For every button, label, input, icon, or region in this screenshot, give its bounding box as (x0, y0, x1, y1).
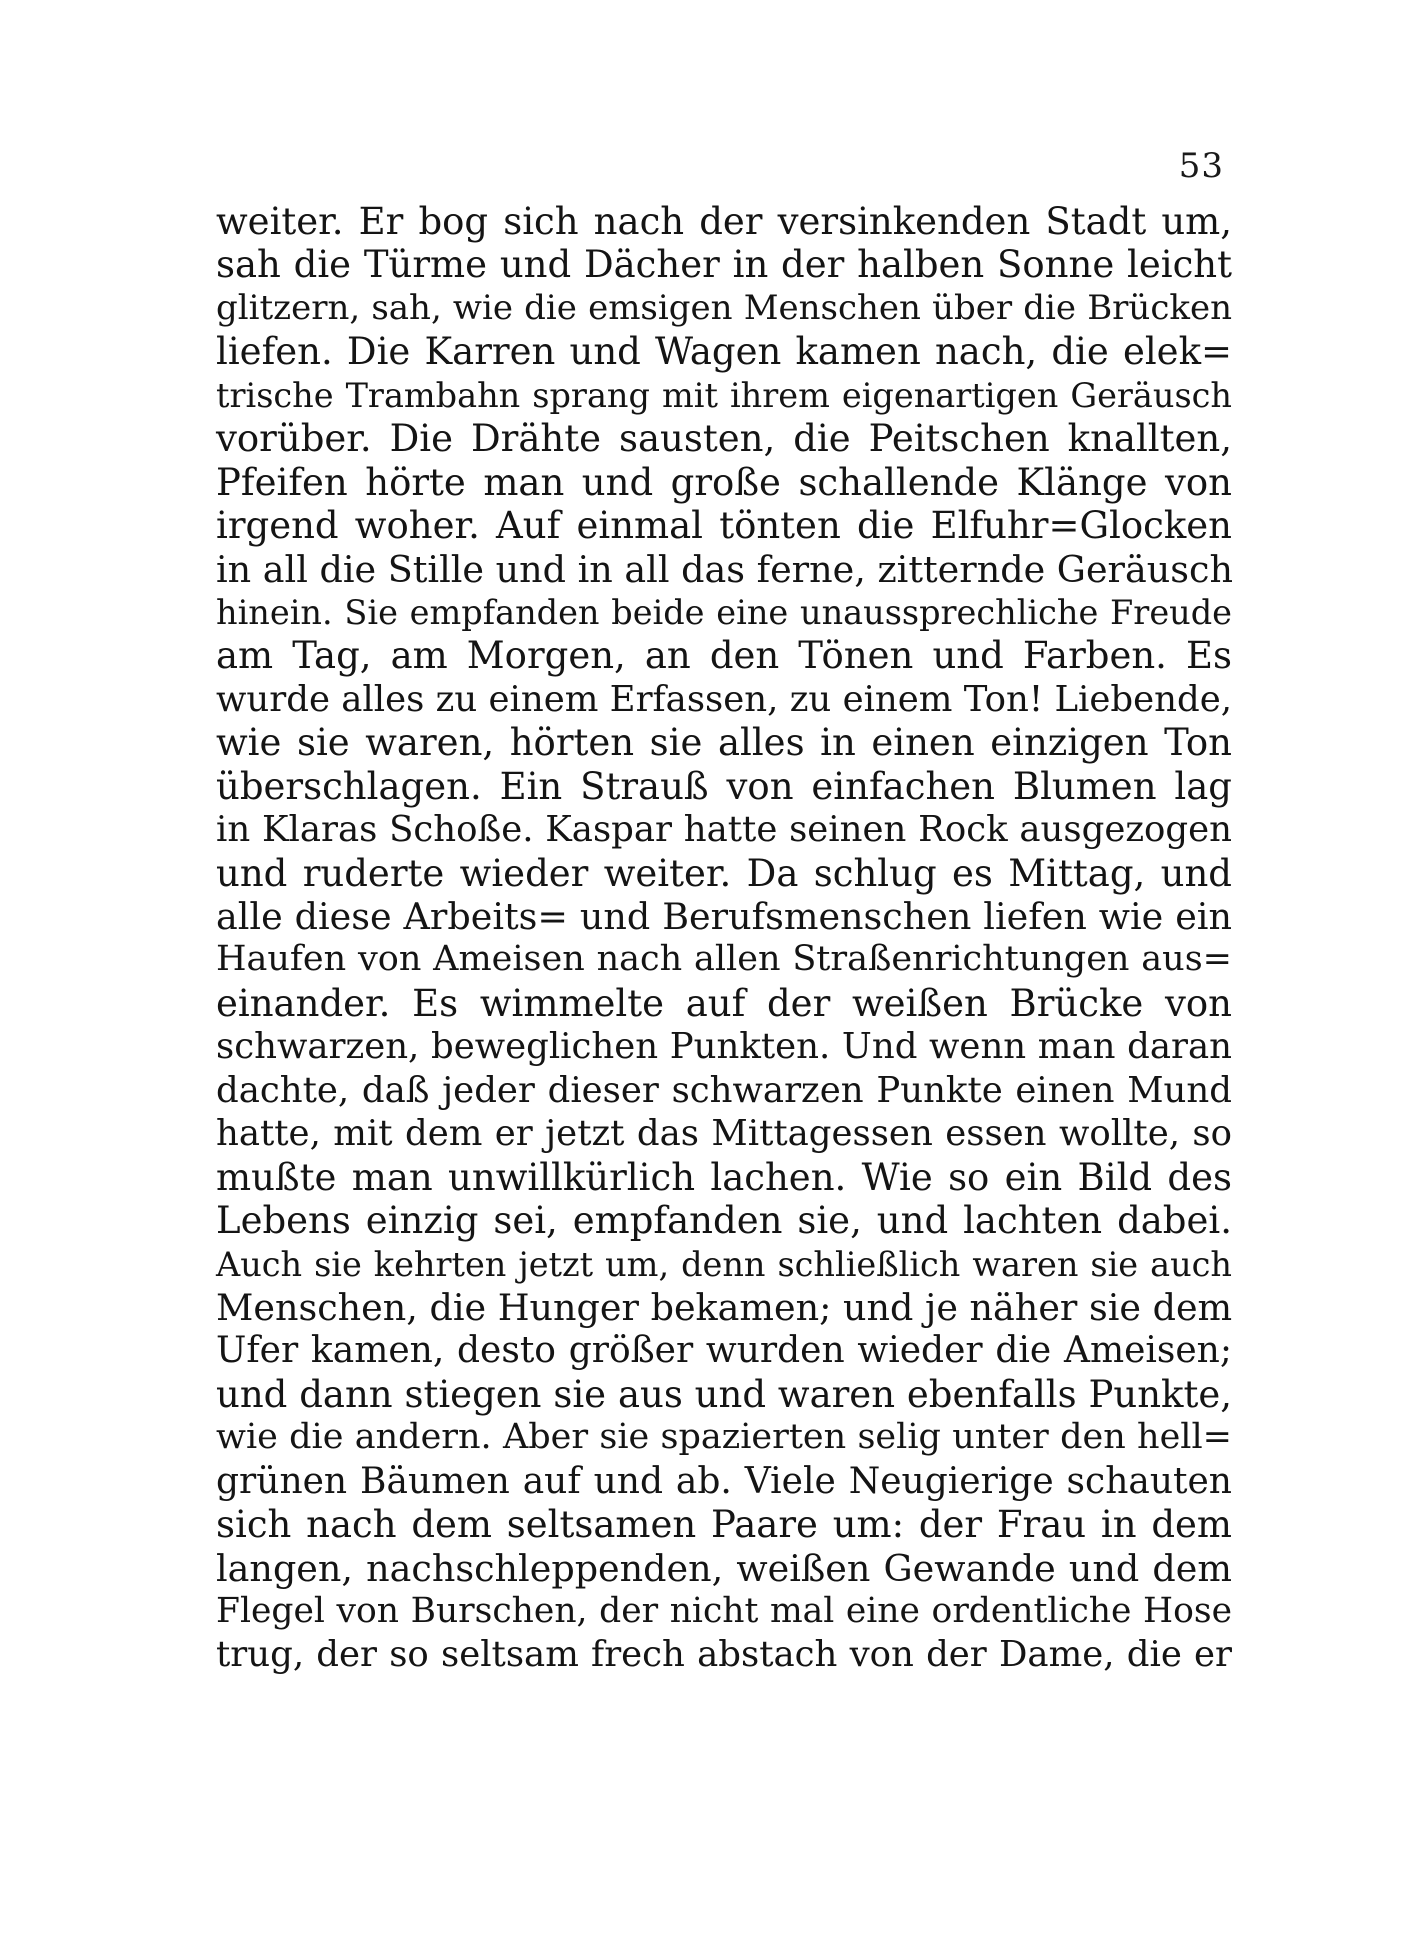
text-line: liefen. Die Karren und Wagen kamen nach, die elek= (216, 330, 1232, 374)
text-line: vorüber. Die Drähte sausten, die Peitschen knallten, (216, 417, 1232, 461)
text-line: am Tag, am Morgen, an den Tönen und Farben. Es (216, 634, 1232, 678)
text-line: in Klaras Schoße. Kaspar hatte seinen Rock ausgezogen (216, 809, 1232, 851)
text-line: wie die andern. Aber sie spazierten selig unter den hell= (216, 1417, 1232, 1458)
text-line: irgend woher. Auf einmal tönten die Elfuhr=Glocken (216, 504, 1232, 548)
text-line: langen, nachschleppenden, weißen Gewande und dem (216, 1546, 1232, 1590)
text-line: Auch sie kehrten jetzt um, denn schließlich waren sie auch (216, 1244, 1232, 1284)
text-line: alle diese Arbeits= und Berufsmenschen liefen wie ein (216, 895, 1232, 938)
text-line: überschlagen. Ein Strauß von einfachen Blumen lag (216, 764, 1232, 808)
text-line: einander. Es wimmelte auf der weißen Brücke von (216, 981, 1232, 1025)
text-line: schwarzen, beweglichen Punkten. Und wenn man daran (216, 1026, 1232, 1068)
text-line: Pfeifen hörte man und große schallende Klänge von (216, 460, 1232, 504)
text-line: grünen Bäumen auf und ab. Viele Neugierige schauten (216, 1460, 1232, 1502)
text-line: mußte man unwillkürlich lachen. Wie so ein Bild des (216, 1155, 1232, 1199)
text-line: trische Trambahn sprang mit ihrem eigenartigen Geräusch (216, 375, 1232, 415)
text-line: und ruderte wieder weiter. Da schlug es Mittag, und (216, 851, 1232, 895)
text-line: Haufen von Ameisen nach allen Straßenrichtungen aus= (216, 939, 1232, 980)
text-line: dachte, daß jeder dieser schwarzen Punkte einen Mund (216, 1069, 1232, 1111)
page-number: 53 (1178, 146, 1224, 186)
text-line: weiter. Er bog sich nach der versinkenden Stadt um, (216, 200, 1232, 243)
text-line: sah die Türme und Dächer in der halben Sonne leicht (216, 243, 1232, 287)
text-line: in all die Stille und in all das ferne, zitternde Geräusch (216, 547, 1233, 591)
text-line: wurde alles zu einem Erfassen, zu einem Ton! Liebende, (216, 678, 1233, 720)
text-line: sich nach dem seltsamen Paare um: der Frau in dem (216, 1503, 1232, 1547)
text-line: wie sie waren, hörten sie alles in einen einzigen Ton (216, 721, 1232, 765)
text-line: Lebens einzig sei, empfanden sie, und lachten dabei. (216, 1199, 1232, 1243)
body-text (216, 200, 1232, 1677)
text-line: hatte, mit dem er jetzt das Mittagessen essen wollte, so (216, 1113, 1232, 1155)
text-line: hinein. Sie empfanden beide eine unaussprechliche Freude (216, 592, 1232, 632)
text-line: trug, der so seltsam frech abstach von der Dame, die er (216, 1634, 1232, 1676)
text-line: Menschen, die Hunger bekamen; und je näher sie dem (216, 1285, 1233, 1329)
text-line: Ufer kamen, desto größer wurden wieder die Ameisen; (216, 1330, 1232, 1372)
text-line: und dann stiegen sie aus und waren ebenfalls Punkte, (216, 1372, 1232, 1416)
text-line: Flegel von Burschen, der nicht mal eine ordentliche Hose (216, 1591, 1232, 1631)
text-line: glitzern, sah, wie die emsigen Menschen über die Brücken (216, 287, 1232, 328)
